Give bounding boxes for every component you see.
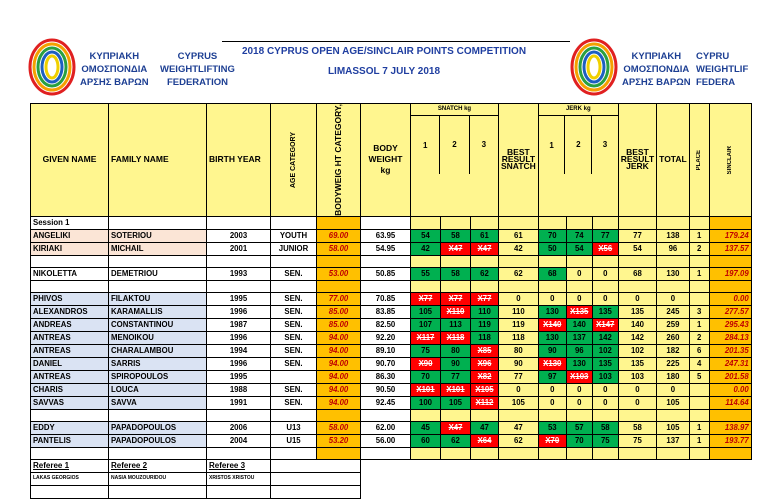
age-category: SEN. (271, 292, 317, 305)
jerk-attempt-3: 58 (592, 421, 618, 434)
birth-year: 1996 (207, 357, 271, 370)
bodyweight-category: 94.00 (317, 331, 361, 344)
snatch-attempt-3: 61 (471, 229, 499, 242)
jerk-attempt-3: X147 (592, 318, 618, 331)
jerk-attempt-3: 75 (592, 434, 618, 447)
athlete-row (31, 383, 752, 396)
sinclair-points: 284.13 (709, 331, 751, 344)
best-snatch: 105 (499, 396, 539, 409)
family-name: SARRIS (109, 357, 207, 370)
logo-greek-text: ΚΥΠΡΙΑΚΗ ΟΜΟΣΠΟΝΔΙΑ ΑΡΣΗΣ ΒΑΡΩΝ (622, 51, 691, 88)
snatch-attempt-1: 42 (411, 242, 441, 255)
snatch-attempt-1: 105 (411, 305, 441, 318)
jerk-attempt-2: 57 (566, 421, 592, 434)
jerk-attempt-2: 70 (566, 434, 592, 447)
snatch-attempt-2: 90 (441, 357, 471, 370)
jerk-attempt-1: 130 (538, 331, 566, 344)
best-snatch: 62 (499, 434, 539, 447)
total: 0 (657, 383, 690, 396)
best-jerk: 102 (618, 344, 656, 357)
spacer-row (31, 255, 752, 267)
jerk-attempt-3: 0 (592, 396, 618, 409)
snatch-attempt-2: 77 (441, 370, 471, 383)
logo-english-text: CYPRUS WEIGHTLIFTING FEDERATION (160, 51, 235, 88)
total: 137 (657, 434, 690, 447)
best-jerk: 68 (618, 267, 656, 280)
snatch-header: SNATCH kg 1 2 3 (411, 104, 499, 217)
total: 259 (657, 318, 690, 331)
best-jerk: 103 (618, 370, 656, 383)
body-weight-header: BODY WEIGHT kg (361, 104, 411, 217)
place: 2 (689, 331, 709, 344)
logo-greek-text: ΚΥΠΡΙΑΚΗ ΟΜΟΣΠΟΝΔΙΑ ΑΡΣΗΣ ΒΑΡΩΝ (80, 51, 149, 88)
jerk-attempt-3: X56 (592, 242, 618, 255)
age-category: SEN. (271, 331, 317, 344)
jerk-attempt-3: 103 (592, 370, 618, 383)
family-name: SOTERIOU (109, 229, 207, 242)
given-name: ANTREAS (31, 331, 109, 344)
jerk-attempt-2: 137 (566, 331, 592, 344)
athlete-row (31, 331, 752, 344)
place (689, 383, 709, 396)
body-weight: 82.50 (361, 318, 411, 331)
place: 4 (689, 357, 709, 370)
best-jerk: 142 (618, 331, 656, 344)
given-name: ANDREAS (31, 318, 109, 331)
given-name: KIRIAKI (31, 242, 109, 255)
snatch-attempt-2: 58 (441, 229, 471, 242)
snatch-attempt-2: X110 (441, 305, 471, 318)
snatch-attempt-3: X112 (471, 396, 499, 409)
jerk-attempt-1: 130 (538, 305, 566, 318)
snatch-attempt-3: X77 (471, 292, 499, 305)
referee-2-label: Referee 2 (109, 459, 207, 472)
place: 1 (689, 434, 709, 447)
family-name: PAPADOPOULOS (109, 434, 207, 447)
sinclair-points: 138.97 (709, 421, 751, 434)
snatch-attempt-3: X85 (471, 344, 499, 357)
best-snatch: 118 (499, 331, 539, 344)
session-row (31, 216, 752, 229)
body-weight: 62.00 (361, 421, 411, 434)
best-snatch: 90 (499, 357, 539, 370)
best-jerk: 140 (618, 318, 656, 331)
birth-year-header: BIRTH YEAR (207, 104, 271, 217)
best-jerk: 0 (618, 383, 656, 396)
jerk-attempt-1: X130 (538, 357, 566, 370)
snatch-attempt-3: 47 (471, 421, 499, 434)
family-name: SAVVA (109, 396, 207, 409)
best-jerk: 0 (618, 396, 656, 409)
age-category: SEN. (271, 305, 317, 318)
spacer-row (31, 447, 752, 459)
place: 3 (689, 305, 709, 318)
jerk-attempt-3: 0 (592, 267, 618, 280)
place-header: PLACE (689, 104, 709, 217)
body-weight: 90.70 (361, 357, 411, 370)
referee-1-label: Referee 1 (31, 459, 109, 472)
best-jerk: 75 (618, 434, 656, 447)
jerk-attempt-2: 0 (566, 396, 592, 409)
jerk-attempt-2: 74 (566, 229, 592, 242)
jerk-header: JERK kg 1 2 3 (538, 104, 618, 217)
referee-2-name: NASIA MOUZOURIDOU (109, 472, 207, 485)
sinclair-points: 0.00 (709, 292, 751, 305)
bodyweight-category: 53.20 (317, 434, 361, 447)
snatch-attempt-2: 62 (441, 434, 471, 447)
given-name: PANTELIS (31, 434, 109, 447)
athlete-row (31, 267, 752, 280)
bodyweight-category: 94.00 (317, 357, 361, 370)
snatch-attempt-2: X47 (441, 421, 471, 434)
referee-3-name: XRISTOS XRISTOU (207, 472, 271, 485)
age-category: U13 (271, 421, 317, 434)
sinclair-points: 179.24 (709, 229, 751, 242)
snatch-attempt-2: 80 (441, 344, 471, 357)
given-name: SAVVAS (31, 396, 109, 409)
place (689, 292, 709, 305)
snatch-attempt-3: X82 (471, 370, 499, 383)
best-snatch: 0 (499, 383, 539, 396)
body-weight: 63.95 (361, 229, 411, 242)
logo-english-text: CYPRU WEIGHTLIF FEDERA (696, 51, 749, 88)
total: 180 (657, 370, 690, 383)
total: 96 (657, 242, 690, 255)
jerk-attempt-2: 140 (566, 318, 592, 331)
header-row (31, 104, 752, 217)
birth-year: 1991 (207, 396, 271, 409)
family-name: DEMETRIOU (109, 267, 207, 280)
age-category: SEN. (271, 344, 317, 357)
best-jerk: 135 (618, 357, 656, 370)
bodyweight-category: 58.00 (317, 421, 361, 434)
total: 130 (657, 267, 690, 280)
athlete-row (31, 434, 752, 447)
given-name: EDDY (31, 421, 109, 434)
age-category: SEN. (271, 318, 317, 331)
snatch-attempt-1: 70 (411, 370, 441, 383)
place: 2 (689, 242, 709, 255)
snatch-attempt-2: 58 (441, 267, 471, 280)
spacer-row (31, 409, 752, 421)
referee-1-name: LAKAS GEORGIOS (31, 472, 109, 485)
total: 225 (657, 357, 690, 370)
birth-year: 1995 (207, 370, 271, 383)
age-category: SEN. (271, 396, 317, 409)
jerk-attempt-1: 0 (538, 396, 566, 409)
best-snatch: 119 (499, 318, 539, 331)
jerk-attempt-1: 90 (538, 344, 566, 357)
given-name: ALEXANDROS (31, 305, 109, 318)
family-name: SPIROPOULOS (109, 370, 207, 383)
age-category: JUNIOR (271, 242, 317, 255)
best-jerk: 135 (618, 305, 656, 318)
birth-year: 1995 (207, 292, 271, 305)
total: 0 (657, 292, 690, 305)
birth-year: 1987 (207, 318, 271, 331)
jerk-attempt-3: 135 (592, 305, 618, 318)
family-name: CONSTANTINOU (109, 318, 207, 331)
birth-year: 2006 (207, 421, 271, 434)
bodyweight-category: 85.00 (317, 318, 361, 331)
best-jerk: 54 (618, 242, 656, 255)
bodyweight-category: 69.00 (317, 229, 361, 242)
snatch-attempt-3: X96 (471, 357, 499, 370)
total: 182 (657, 344, 690, 357)
referee-blank-row (31, 485, 752, 498)
family-name: MICHAIL (109, 242, 207, 255)
sinclair-points: 201.35 (709, 344, 751, 357)
jerk-attempt-3: 0 (592, 292, 618, 305)
best-jerk: 0 (618, 292, 656, 305)
snatch-attempt-1: 54 (411, 229, 441, 242)
family-name: KARAMALLIS (109, 305, 207, 318)
jerk-attempt-3: 77 (592, 229, 618, 242)
given-name: ANTREAS (31, 344, 109, 357)
given-name-header: GIVEN NAME (31, 104, 109, 217)
title-rule (222, 41, 570, 42)
body-weight: 54.95 (361, 242, 411, 255)
snatch-attempt-3: 110 (471, 305, 499, 318)
bodyweight-category: 85.00 (317, 305, 361, 318)
jerk-attempt-1: 97 (538, 370, 566, 383)
bodyweight-category: 94.00 (317, 396, 361, 409)
place: 1 (689, 421, 709, 434)
snatch-attempt-2: X77 (441, 292, 471, 305)
referee-names-row (31, 472, 752, 485)
athlete-row (31, 242, 752, 255)
sinclair-points: 137.57 (709, 242, 751, 255)
snatch-attempt-2: 113 (441, 318, 471, 331)
snatch-attempt-1: X117 (411, 331, 441, 344)
jerk-attempt-2: 96 (566, 344, 592, 357)
place (689, 396, 709, 409)
jerk-attempt-3: 135 (592, 357, 618, 370)
snatch-attempt-1: 45 (411, 421, 441, 434)
snatch-attempt-3: 62 (471, 267, 499, 280)
best-snatch: 80 (499, 344, 539, 357)
birth-year: 1993 (207, 267, 271, 280)
best-jerk: 58 (618, 421, 656, 434)
body-weight: 70.85 (361, 292, 411, 305)
session-label: Session 1 (31, 216, 109, 229)
competition-title: 2018 CYPRUS OPEN AGE/SINCLAIR POINTS COMPETITION (241, 46, 527, 57)
jerk-attempt-3: 0 (592, 383, 618, 396)
age-category (271, 370, 317, 383)
federation-logo-left (28, 38, 235, 96)
rings-logo-icon (28, 38, 76, 96)
age-category: YOUTH (271, 229, 317, 242)
jerk-attempt-1: 0 (538, 292, 566, 305)
jerk-attempt-1: 50 (538, 242, 566, 255)
jerk-attempt-3: 142 (592, 331, 618, 344)
age-category: U15 (271, 434, 317, 447)
body-weight: 90.50 (361, 383, 411, 396)
jerk-attempt-2: 54 (566, 242, 592, 255)
athlete-row (31, 229, 752, 242)
bodyweight-category: 58.00 (317, 242, 361, 255)
spacer-row (31, 280, 752, 292)
snatch-attempt-2: X118 (441, 331, 471, 344)
best-snatch: 0 (499, 292, 539, 305)
athlete-row (31, 370, 752, 383)
best-snatch: 62 (499, 267, 539, 280)
sinclair-points: 0.00 (709, 383, 751, 396)
bodyweight-category: 94.00 (317, 383, 361, 396)
body-weight: 56.00 (361, 434, 411, 447)
family-name-header: FAMILY NAME (109, 104, 207, 217)
age-category-header: AGE CATEGORY (271, 104, 317, 217)
snatch-attempt-1: 107 (411, 318, 441, 331)
athlete-row (31, 318, 752, 331)
sinclair-header: SINCLAIR (709, 104, 751, 217)
athlete-row (31, 305, 752, 318)
given-name: PHIVOS (31, 292, 109, 305)
jerk-attempt-1: 68 (538, 267, 566, 280)
sinclair-points: 114.64 (709, 396, 751, 409)
sinclair-points: 247.31 (709, 357, 751, 370)
bodyweight-category: 94.00 (317, 344, 361, 357)
birth-year: 2003 (207, 229, 271, 242)
jerk-attempt-2: 0 (566, 267, 592, 280)
athlete-row (31, 292, 752, 305)
family-name: MENOIKOU (109, 331, 207, 344)
bodyweight-category: 77.00 (317, 292, 361, 305)
athlete-row (31, 357, 752, 370)
sinclair-points: 193.77 (709, 434, 751, 447)
snatch-attempt-1: X77 (411, 292, 441, 305)
total: 245 (657, 305, 690, 318)
place: 1 (689, 318, 709, 331)
athlete-row (31, 421, 752, 434)
body-weight: 83.85 (361, 305, 411, 318)
body-weight: 89.10 (361, 344, 411, 357)
given-name: NIKOLETTA (31, 267, 109, 280)
jerk-attempt-1: 70 (538, 229, 566, 242)
given-name: ANTREAS (31, 370, 109, 383)
family-name: PAPADOPOULOS (109, 421, 207, 434)
total: 105 (657, 421, 690, 434)
jerk-attempt-3: 102 (592, 344, 618, 357)
snatch-attempt-2: 105 (441, 396, 471, 409)
snatch-attempt-1: 60 (411, 434, 441, 447)
body-weight: 50.85 (361, 267, 411, 280)
place: 5 (689, 370, 709, 383)
family-name: CHARALAMBOU (109, 344, 207, 357)
bodyweight-category: 94.00 (317, 370, 361, 383)
jerk-attempt-2: 130 (566, 357, 592, 370)
snatch-attempt-3: X105 (471, 383, 499, 396)
sinclair-points: 201.58 (709, 370, 751, 383)
sinclair-points: 277.57 (709, 305, 751, 318)
birth-year: 2001 (207, 242, 271, 255)
best-jerk-header: BEST RESULT JERK (618, 104, 656, 217)
total: 105 (657, 396, 690, 409)
athlete-row (31, 344, 752, 357)
competition-venue-date: LIMASSOL 7 JULY 2018 (327, 66, 441, 77)
total: 260 (657, 331, 690, 344)
federation-logo-right (570, 38, 768, 96)
bodyweight-category-header: BODYWEIG HT CATEGORY, (317, 104, 361, 217)
birth-year: 1996 (207, 305, 271, 318)
total: 138 (657, 229, 690, 242)
best-jerk: 77 (618, 229, 656, 242)
athlete-row (31, 396, 752, 409)
jerk-attempt-1: X140 (538, 318, 566, 331)
snatch-attempt-3: 119 (471, 318, 499, 331)
best-snatch: 61 (499, 229, 539, 242)
snatch-attempt-1: X101 (411, 383, 441, 396)
age-category: SEN. (271, 267, 317, 280)
birth-year: 2004 (207, 434, 271, 447)
body-weight: 86.30 (361, 370, 411, 383)
jerk-attempt-1: X70 (538, 434, 566, 447)
jerk-attempt-1: 53 (538, 421, 566, 434)
body-weight: 92.20 (361, 331, 411, 344)
best-snatch: 110 (499, 305, 539, 318)
jerk-attempt-2: X103 (566, 370, 592, 383)
referee-3-label: Referee 3 (207, 459, 271, 472)
place: 1 (689, 229, 709, 242)
bodyweight-category: 53.00 (317, 267, 361, 280)
snatch-attempt-1: X90 (411, 357, 441, 370)
snatch-attempt-1: 75 (411, 344, 441, 357)
place: 6 (689, 344, 709, 357)
rings-logo-icon (570, 38, 618, 96)
family-name: FILAKTOU (109, 292, 207, 305)
snatch-attempt-2: X101 (441, 383, 471, 396)
snatch-attempt-3: X47 (471, 242, 499, 255)
family-name: LOUCA (109, 383, 207, 396)
snatch-attempt-3: 118 (471, 331, 499, 344)
snatch-attempt-1: 100 (411, 396, 441, 409)
sinclair-points: 295.43 (709, 318, 751, 331)
snatch-attempt-1: 55 (411, 267, 441, 280)
results-table (30, 103, 752, 499)
given-name: CHARIS (31, 383, 109, 396)
best-snatch: 77 (499, 370, 539, 383)
place: 1 (689, 267, 709, 280)
birth-year: 1988 (207, 383, 271, 396)
snatch-attempt-3: X64 (471, 434, 499, 447)
jerk-attempt-2: X135 (566, 305, 592, 318)
best-snatch: 42 (499, 242, 539, 255)
age-category: SEN. (271, 357, 317, 370)
referee-labels-row (31, 459, 752, 472)
age-category: SEN. (271, 383, 317, 396)
best-snatch-header: BEST RESULT SNATCH (499, 104, 539, 217)
birth-year: 1994 (207, 344, 271, 357)
jerk-attempt-1: 0 (538, 383, 566, 396)
given-name: DANIEL (31, 357, 109, 370)
jerk-attempt-2: 0 (566, 383, 592, 396)
sinclair-points: 197.09 (709, 267, 751, 280)
snatch-attempt-2: X47 (441, 242, 471, 255)
total-header: TOTAL (657, 104, 690, 217)
body-weight: 92.45 (361, 396, 411, 409)
best-snatch: 47 (499, 421, 539, 434)
given-name: ANGELIKI (31, 229, 109, 242)
jerk-attempt-2: 0 (566, 292, 592, 305)
birth-year: 1996 (207, 331, 271, 344)
